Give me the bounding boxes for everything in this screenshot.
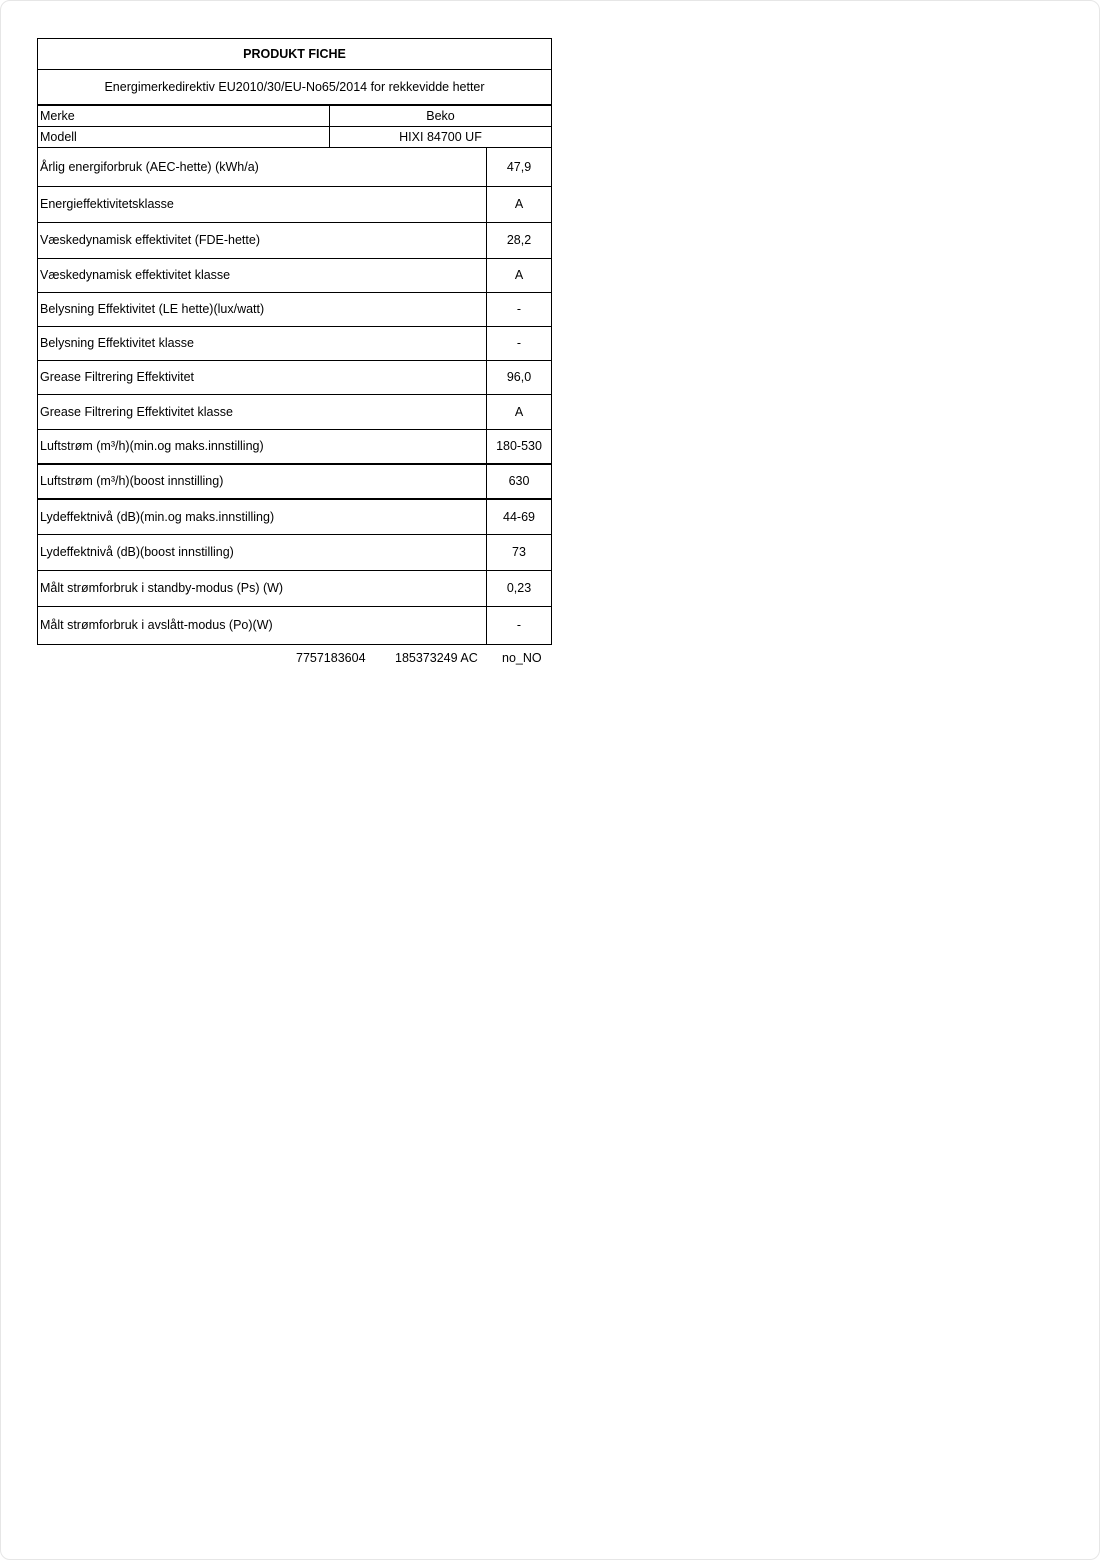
fiche-directive: Energimerkedirektiv EU2010/30/EU-No65/2014 for rekkevidde hetter bbox=[38, 70, 551, 106]
spec-value: A bbox=[514, 197, 524, 212]
spec-row-aec bbox=[38, 148, 551, 187]
spec-label: Væskedynamisk effektivitet (FDE-hette) bbox=[38, 223, 487, 258]
spec-label: Væskedynamisk effektivitet klasse bbox=[38, 259, 487, 292]
spec-label: Målt strømforbruk i standby-modus (Ps) (W) bbox=[38, 571, 487, 606]
fiche-title: PRODUKT FICHE bbox=[38, 39, 551, 70]
spec-row-grease-class bbox=[38, 395, 551, 430]
spec-label: Årlig energiforbruk (AEC-hette) (kWh/a) bbox=[38, 148, 487, 186]
model-value: HIXI 84700 UF bbox=[399, 129, 482, 144]
spec-value: 73 bbox=[512, 545, 526, 560]
spec-row-fde bbox=[38, 223, 551, 259]
spec-row-energy-class bbox=[38, 187, 551, 223]
brand-row bbox=[38, 106, 551, 127]
spec-label: Belysning Effektivitet klasse bbox=[38, 327, 487, 360]
spec-row-grease bbox=[38, 361, 551, 395]
spec-value: 96,0 bbox=[506, 370, 532, 385]
spec-value: 28,2 bbox=[506, 233, 532, 248]
spec-value: 44-69 bbox=[503, 509, 535, 524]
spec-value: A bbox=[514, 268, 524, 283]
model-label: Modell bbox=[38, 127, 330, 147]
spec-row-lighting-class bbox=[38, 327, 551, 361]
spec-value: - bbox=[516, 302, 522, 317]
spec-value: 180-530 bbox=[496, 439, 542, 454]
spec-row-fde-class bbox=[38, 259, 551, 293]
brand-value: Beko bbox=[426, 108, 455, 123]
spec-label: Lydeffektnivå (dB)(boost innstilling) bbox=[38, 535, 487, 570]
spec-label: Målt strømforbruk i avslått-modus (Po)(W) bbox=[38, 607, 487, 644]
spec-row-off-mode bbox=[38, 607, 551, 644]
spec-label: Grease Filtrering Effektivitet klasse bbox=[38, 395, 487, 429]
spec-label: Energieffektivitetsklasse bbox=[38, 187, 487, 222]
model-row bbox=[38, 127, 551, 148]
spec-row-lighting bbox=[38, 293, 551, 327]
spec-value: - bbox=[516, 618, 522, 633]
spec-label: Lydeffektnivå (dB)(min.og maks.innstilling) bbox=[38, 500, 487, 534]
spec-row-noise-boost bbox=[38, 535, 551, 571]
document-footer bbox=[37, 651, 550, 667]
spec-label: Belysning Effektivitet (LE hette)(lux/watt) bbox=[38, 293, 487, 326]
spec-label: Luftstrøm (m³/h)(min.og maks.innstilling) bbox=[38, 430, 487, 463]
spec-value: 0,23 bbox=[506, 581, 532, 596]
spec-row-noise bbox=[38, 500, 551, 535]
footer-code-1: 7757183604 bbox=[296, 651, 366, 665]
spec-value: 47,9 bbox=[506, 159, 532, 174]
spec-row-airflow-boost bbox=[38, 465, 551, 500]
spec-row-airflow bbox=[38, 430, 551, 465]
footer-locale: no_NO bbox=[502, 651, 542, 665]
spec-value: A bbox=[514, 404, 524, 419]
brand-label: Merke bbox=[38, 106, 330, 126]
spec-row-standby bbox=[38, 571, 551, 607]
spec-label: Luftstrøm (m³/h)(boost innstilling) bbox=[38, 465, 487, 498]
product-fiche-table bbox=[37, 38, 552, 645]
spec-value: - bbox=[516, 336, 522, 351]
footer-code-2: 185373249 AC bbox=[395, 651, 478, 665]
spec-value: 630 bbox=[508, 474, 530, 489]
spec-label: Grease Filtrering Effektivitet bbox=[38, 361, 487, 394]
